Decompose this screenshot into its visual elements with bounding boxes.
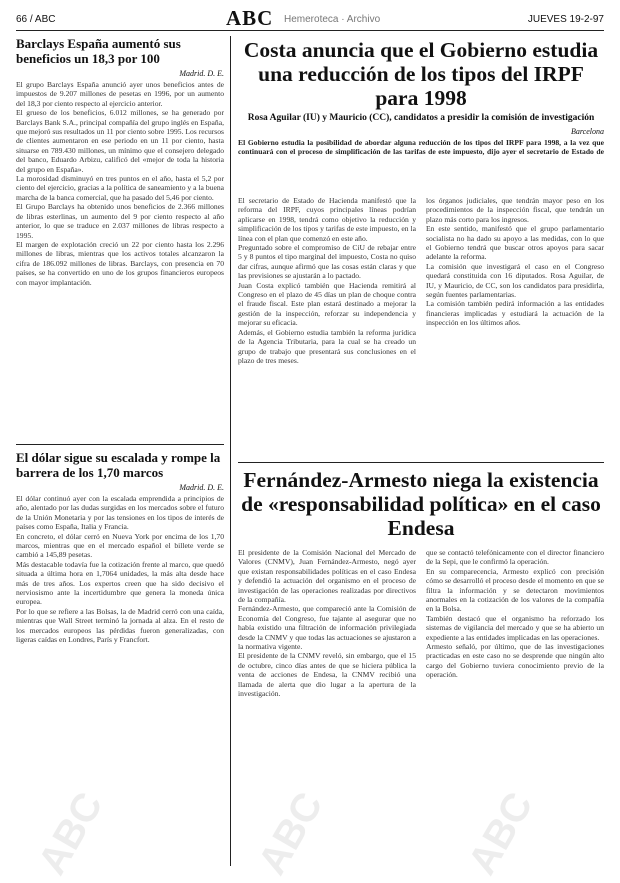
costa-column-2 (426, 196, 604, 458)
dollar-byline: Madrid. D. E. (179, 483, 224, 492)
endesa-byline (238, 543, 604, 544)
barclays-article (16, 36, 224, 441)
dollar-article (16, 450, 224, 868)
endesa-paragraph: Armesto señaló, por último, que de las investigaciones practicadas en este caso no se desprende que ningún alto cargo del Gobierno tuviera conocimiento previo de la operación. (426, 642, 604, 680)
barclays-paragraph: El grupo Barclays España anunció ayer unos beneficios antes de impuestos de 9.207 millones de pesetas en 1996, por un aumento del 18,3 por ciento respecto al ejercicio anterior. (16, 80, 224, 108)
endesa-headline: Fernández-Armesto niega la existencia de «responsabilidad política» en el caso Endesa (241, 468, 601, 540)
costa-paragraph: Juan Costa explicó también que Hacienda remitirá al Congreso en el plazo de 45 días un plan de choque contra el fraude fiscal. Este plan estará destinado a mejorar la gestión de la inspección, reforzar su independencia y mejorar su eficacia. (238, 280, 416, 328)
dollar-paragraph: Más destacable todavía fue la cotización frente al marco, que quedó situada a última hora en 1,7064 unidades, la más alta desde hace más de tres años. Los expertos creen que ha sido decisivo el nerviosismo ante la incertidumbre que genera la moneda única europea. (16, 559, 224, 607)
barclays-byline: Madrid. D. E. (179, 69, 224, 78)
issue-date: JUEVES 19-2-97 (527, 14, 604, 25)
costa-paragraph: El secretario de Estado de Hacienda manifestó que la reforma del IRPF, cuyos principales líneas podrían aplicarse en 1998, tendrá como objetivo la reducción y simplificación de los tipos y tarifas de este impuesto, en la línea con el plan que comenzó en este año. (238, 196, 416, 243)
costa-lead: El Gobierno estudia la posibilidad de abordar alguna reducción de los tipos del IRPF para 1998, a la vez que continuará con el proceso de simplificación de las tarifas de este impuesto, dijo ayer el secretario de Estado de (238, 138, 604, 157)
barclays-paragraph: El grueso de los beneficios, 6.012 millones, se ha generado por Barclays Bank S.A., principal compañía del grupo inglés en España, que mejoró sus resultados un 11 por ciento sobre 1995. Los recursos de clientes aumentaron en ese periodo en un 11 por ciento, hasta situarse en 789.430 millones, un mínimo que el consejero delegado del banco, Eduardo Arbizu, calificó del «mejor de toda la historia del grupo en España». (16, 108, 224, 174)
costa-paragraph: los órganos judiciales, que tendrán mayor peso en los procedimientos de la inspección fiscal, que tendrán un plazo más corto para los ingresos. (426, 196, 604, 224)
dollar-paragraph: Por lo que se refiere a las Bolsas, la de Madrid cerró con una caída, mientras que Wall Street terminó la jornada al alza. En el resto de los mercados europeos las pérdidas fueron generalizadas, con ligeras caídas en Londres, París y Francfort. (16, 606, 224, 645)
costa-paragraph: La comisión también pedirá información a las entidades financieras implicadas y estudiará la actuación de la inspección en los últimos años. (426, 299, 604, 328)
costa-column-1 (238, 196, 416, 458)
costa-paragraph: La comisión que investigará el caso en el Congreso quedará constituida con 16 diputados. Rosa Aguilar, de IU, y Mauricio, de CC, son los candidatos para presidirla, según fuentes parlamentarias. (426, 261, 604, 300)
endesa-paragraph: El presidente de la CNMV reveló, sin embargo, que el 15 de octubre, cinco días antes de que se hiciera pública la venta de acciones de Endesa, la CNMV recibió una llamada de alerta que dio lugar a la apertura de la investigación. (238, 651, 416, 699)
endesa-paragraph: También destacó que el organismo ha reforzado los sistemas de vigilancia del mercado y que se ha abierto un expediente a las entidades implicadas en las operaciones. (426, 613, 604, 642)
dollar-paragraph: El dólar continuó ayer con la escalada emprendida a principios de año, alentado por las dudas surgidas en los mercados sobre el futuro de la Unión Monetaria y por las tensiones en los tipos de interés de países como España, Italia y Francia. (16, 494, 224, 532)
page-number: 66 / ABC (16, 14, 56, 25)
section-label: Hemeroteca · Archivo (284, 14, 381, 25)
endesa-column-1 (238, 548, 416, 866)
costa-paragraph: En este sentido, manifestó que el grupo parlamentario socialista no ha dado su apoyo a las medidas, con lo que el Gobierno tendrá que buscar otros apoyos para sacar adelante la reforma. (426, 224, 604, 262)
endesa-paragraph: En su comparecencia, Armesto explicó con precisión cómo se desarrolló el proceso desde el momento en que se filtra la información y se detectaron movimientos anormales en la cotización de los valores de la compañía en la Bolsa. (426, 566, 604, 614)
barclays-headline: Barclays España aumentó sus beneficios un 18,3 por 100 (16, 36, 181, 66)
endesa-paragraph: El presidente de la Comisión Nacional del Mercado de Valores (CNMV), Juan Fernández-Armesto, negó ayer que existan responsabilidades políticas en el caso Endesa y defendió la actuación del organismo en el proceso de investigación de las operaciones realizadas por directivos de la compañía. (238, 548, 416, 605)
barclays-paragraph: El Grupo Barclays ha obtenido unos beneficios de 2.366 millones de libras esterlinas, un aumento del 9 por ciento respecto al año anterior, lo que se traduce en 2.037 millones de libras respecto a 1995. (16, 202, 224, 240)
costa-paragraph: Además, el Gobierno estudia también la reforma jurídica de la Agencia Tributaria, para la cual se ha creado un grupo de trabajo que presentará sus conclusiones en el plazo de tres meses. (238, 327, 416, 365)
barclays-paragraph: El margen de explotación creció un 22 por ciento hasta los 2.296 millones de libras, mientras que los activos totales alcanzaron la cifra de 186.092 millones de libras. Barclays, con presencia en 70 países, se ha convertido en uno de los grupos financieros europeos con mayor implantación. (16, 239, 224, 287)
endesa-header (238, 468, 604, 544)
costa-headline: Costa anuncia que el Gobierno estudia una reducción de los tipos del IRPF para 1998 (243, 38, 599, 110)
dollar-headline: El dólar sigue su escalada y rompe la barrera de los 1,70 marcos (16, 450, 221, 480)
costa-header (238, 38, 604, 158)
endesa-paragraph: que se contactó telefónicamente con el director financiero de la Sepi, que le confirmó la operación. (426, 548, 604, 567)
barclays-paragraph: La morosidad disminuyó en tres puntos en el año, hasta el 5,2 por ciento del ejercicio, gracias a la política de saneamiento y a la buena marcha de la banca comercial, que ha pasado del 5,46 por ciento. (16, 174, 224, 202)
watermark-logo: ABC (460, 784, 542, 882)
watermark-logo: ABC (30, 784, 112, 882)
page-header (16, 8, 604, 31)
column-rule (230, 36, 231, 866)
dollar-paragraph: En concreto, el dólar cerró en Nueva York por encima de los 1,70 marcos, mientras que en el mercado español el billete verde se cambió a 145,89 pesetas. (16, 531, 224, 560)
costa-subhead: Rosa Aguilar (IU) y Mauricio (CC), candidatos a presidir la comisión de investigación (247, 113, 595, 123)
costa-paragraph: Preguntado sobre el compromiso de CiU de rebajar entre 5 y 8 puntos el tipo marginal del impuesto, Costa no quiso dar cifras, aunque afirmó que las cosas están claras y que las previsiones se ajustarán a lo pactado. (238, 243, 416, 281)
costa-byline: Barcelona (570, 127, 604, 136)
endesa-paragraph: Fernández-Armesto, que compareció ante la Comisión de Economía del Congreso, fue tajante al asegurar que no había existido una filtración de información privilegiada desde la CNMV y que todas las actuaciones se ajustaron a la normativa vigente. (238, 604, 416, 652)
abc-logo: ABC (226, 6, 274, 30)
divider (238, 462, 604, 463)
watermark-logo: ABC (250, 784, 332, 882)
divider (16, 444, 224, 445)
